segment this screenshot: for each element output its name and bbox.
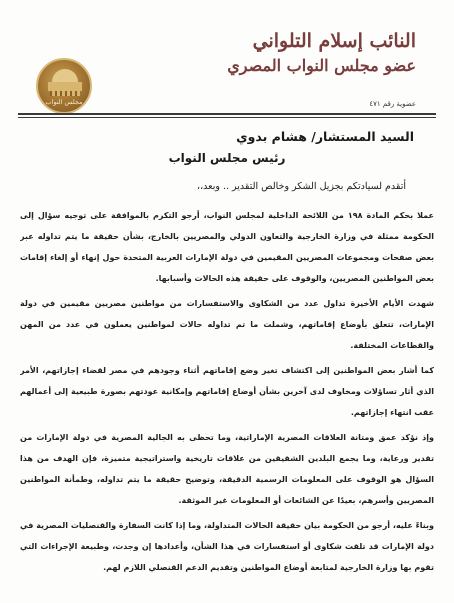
body-paragraph: وبناءً عليه، أرجو من الحكومة بيان حقيقة الحالات المتداولة، وما إذا كانت السفارة والقنصليات المصرية في دولة الإمارات قد تلقت شكاوى أو استفسارات في هذا الشأن، وأعدادها إن وجدت، وطبيعة الإجراءات التي تقوم بها وزارة الخارجية لمتابعة أوضاع المواطنين وتقديم الدعم القنصلي اللازم لهم. bbox=[20, 521, 434, 572]
recipient-title: رئيس مجلس النواب bbox=[168, 151, 286, 165]
logo-caption: مجلس النواب bbox=[45, 98, 83, 106]
letterhead-subtitle: عضو مجلس النواب المصري bbox=[227, 56, 416, 75]
header-divider bbox=[18, 113, 436, 115]
letter-body bbox=[20, 205, 434, 595]
header-divider-thin bbox=[18, 117, 436, 118]
membership-number: عضوية رقم ٤٧١ bbox=[369, 100, 416, 108]
letterhead-name: النائب إسلام التلواني bbox=[252, 30, 416, 52]
body-paragraph: عملا بحكم المادة ١٩٨ من اللائحة الداخلية لمجلس النواب، أرجو التكرم بالموافقة على توجيه سؤال إلى الحكومة ممثلة في وزارة الخارجية والتعاون الدولي والمصريين بالخارج، بشأن حقيقة ما يتم تداوله عبر بعض صفحات ومجموعات المصريين المقيمين في دولة الإمارات العربية المتحدة حول إنهاء أو إلغاء إقامات بعض المواطنين المصريين، والوقوف على حقيقة هذه الحالات وأسبابها. bbox=[20, 211, 434, 283]
body-paragraph: شهدت الأيام الأخيرة تداول عدد من الشكاوى والاستفسارات من مواطنين مصريين مقيمين في دولة الإمارات، تتعلق بأوضاع إقاماتهم، وشملت ما تم تداوله حالات لمواطنين يعملون في عدد من المهن والقطاعات المختلفة. bbox=[20, 299, 434, 350]
recipient-name: السيد المستشار/ هشام بدوي bbox=[236, 129, 414, 144]
body-paragraph: كما أشار بعض المواطنين إلى اكتشاف تغير وضع إقاماتهم أثناء وجودهم في مصر لقضاء إجازاتهم، الأمر الذي أثار تساؤلات ومخاوف لدى آخرين بشأن أوضاع إقاماتهم وإمكانية عودتهم بصورة طبيعية إلى أعمالهم عقب انتهاء إجازاتهم. bbox=[20, 366, 434, 417]
greeting: أتقدم لسيادتكم بجزيل الشكر وخالص التقدير .. وبعد،، bbox=[197, 181, 406, 192]
body-paragraph: وإذ نؤكد عمق ومتانة العلاقات المصرية الإماراتية، وما تحظى به الجالية المصرية في دولة الإمارات من تقدير ورعاية، وما يجمع البلدين الشقيقين من علاقات تاريخية واستراتيجية متميزة، فإن الهدف من هذا السؤال هو الوقوف على المعلومات الرسمية الدقيقة، وتوضيح حقيقة ما يتم تداوله، وطمأنة المواطنين المصريين وأسرهم، بعيدًا عن الشائعات أو المعلومات غير الموثقة. bbox=[20, 433, 434, 505]
parliament-logo-icon bbox=[36, 58, 92, 114]
